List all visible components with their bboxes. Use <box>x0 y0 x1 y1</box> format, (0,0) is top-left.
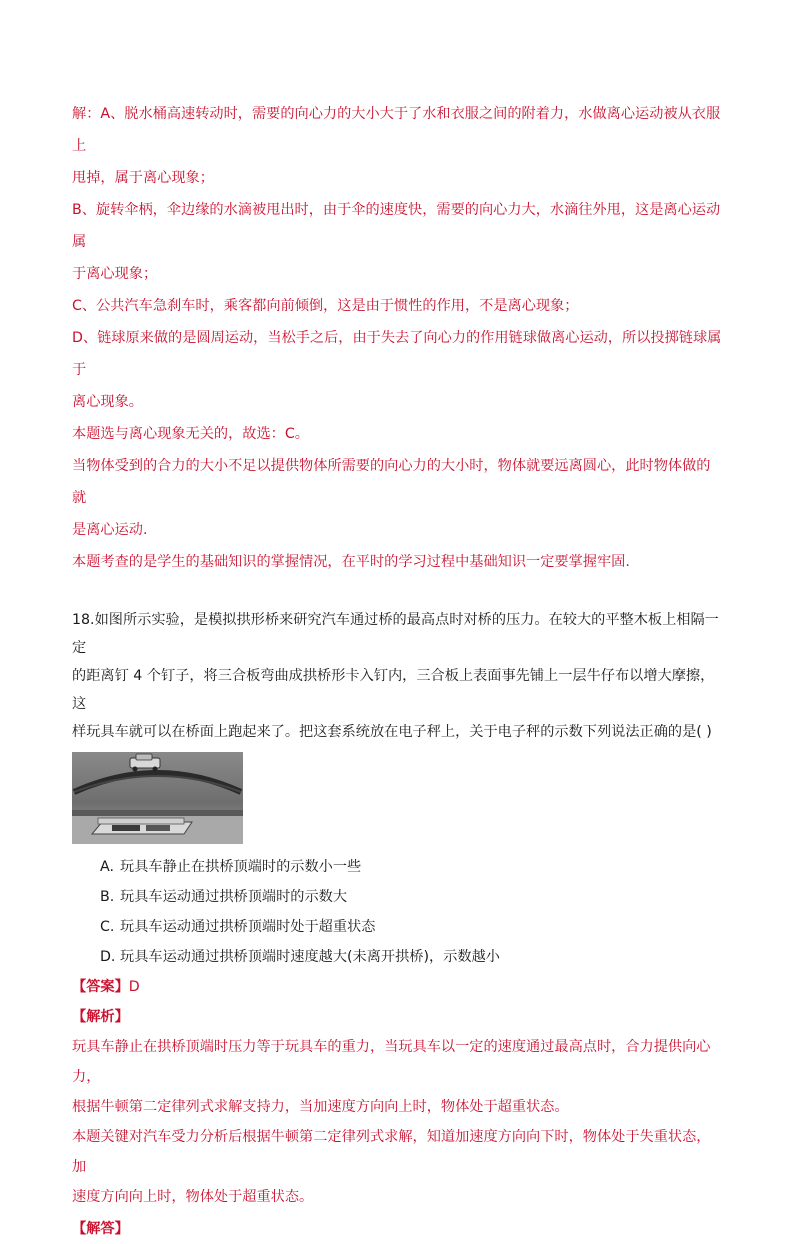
option-b <box>72 882 722 912</box>
question-stem-line: 18.如图所示实验，是模拟拱形桥来研究汽车通过桥的最高点时对桥的压力。在较大的平整木板上相隔一定 <box>72 612 719 656</box>
analysis-line: 本题关键对汽车受力分析后根据牛顿第二定律列式求解，知道加速度方向向下时，物体处于失重状态，加 <box>72 1129 711 1175</box>
option-d <box>72 942 722 972</box>
solution-line: 是离心运动. <box>72 522 148 538</box>
analysis-tag: 【解析】 <box>72 1009 129 1025</box>
option-c <box>72 912 722 942</box>
solution-tag: 【解答】 <box>72 1221 129 1237</box>
solution-line: B、旋转伞柄，伞边缘的水滴被甩出时，由于伞的速度快，需要的向心力大，水滴往外甩，这是离心运动属 <box>72 202 721 250</box>
solution-heading <box>72 1214 722 1244</box>
solution-line: D、链球原来做的是圆周运动，当松手之后，由于失去了向心力的作用链球做离心运动，所以投掷链球属于 <box>72 330 722 378</box>
arch-bridge-experiment-photo <box>72 752 243 844</box>
option-letter: A. <box>100 859 114 875</box>
answer-options <box>72 852 722 972</box>
document-page <box>72 98 722 1244</box>
solution-line: 本题选与离心现象无关的，故选：C。 <box>72 426 309 442</box>
option-text: 玩具车运动通过拱桥顶端时的示数大 <box>120 889 348 905</box>
previous-solution <box>72 98 722 578</box>
solution-line: 于离心现象； <box>72 266 158 282</box>
answer-value: D <box>128 979 140 995</box>
option-letter: B. <box>100 889 115 905</box>
question-stem-line: 的距离钉 4 个钉子，将三合板弯曲成拱桥形卡入钉内，三合板上表面事先铺上一层牛仔布以增大摩擦，这 <box>72 668 715 712</box>
option-text: 玩具车静止在拱桥顶端时的示数小一些 <box>120 859 362 875</box>
question-stem-line: 样玩具车就可以在桥面上跑起来了。把这套系统放在电子秤上，关于电子秤的示数下列说法正确的是( ) <box>72 724 712 740</box>
solution-line: 解：A、脱水桶高速转动时，需要的向心力的大小大于了水和衣服之间的附着力，水做离心运动被从衣服上 <box>72 106 721 154</box>
option-text: 玩具车运动通过拱桥顶端时速度越大(未离开拱桥)，示数越小 <box>120 949 500 965</box>
option-text: 玩具车运动通过拱桥顶端时处于超重状态 <box>120 919 376 935</box>
analysis-heading <box>72 1002 722 1032</box>
option-letter: D. <box>100 949 116 965</box>
solution-line: 离心现象。 <box>72 394 143 410</box>
solution-line: 当物体受到的合力的大小不足以提供物体所需要的向心力的大小时，物体就要远离圆心，此时物体做的就 <box>72 458 711 506</box>
answer-line <box>72 972 722 1002</box>
analysis-line: 根据牛顿第二定律列式求解支持力，当加速度方向向上时，物体处于超重状态。 <box>72 1099 569 1115</box>
option-a <box>72 852 722 882</box>
solution-line: C、公共汽车急刹车时，乘客都向前倾倒，这是由于惯性的作用，不是离心现象； <box>72 298 579 314</box>
solution-line: 本题考查的是学生的基础知识的掌握情况，在平时的学习过程中基础知识一定要掌握牢固. <box>72 554 630 570</box>
option-letter: C. <box>100 919 115 935</box>
analysis-line: 玩具车静止在拱桥顶端时压力等于玩具车的重力，当玩具车以一定的速度通过最高点时，合力提供向心力， <box>72 1039 711 1085</box>
solution-line: 甩掉，属于离心现象； <box>72 170 214 186</box>
analysis-line: 速度方向向上时，物体处于超重状态。 <box>72 1189 314 1205</box>
question-18 <box>72 606 722 1244</box>
answer-tag: 【答案】 <box>72 979 129 995</box>
